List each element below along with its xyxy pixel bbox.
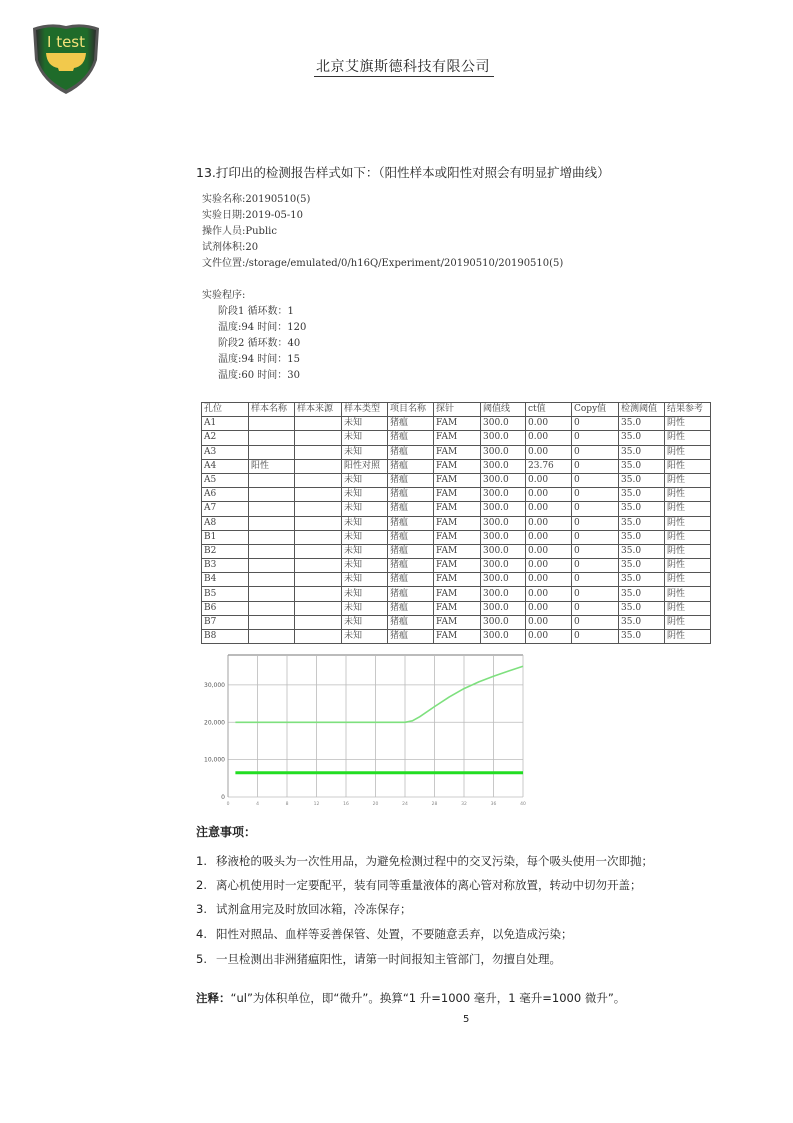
table-cell: 35.0 (619, 473, 665, 487)
table-cell: 0.00 (526, 587, 572, 601)
table-cell: 0.00 (526, 615, 572, 629)
table-cell: 0.00 (526, 530, 572, 544)
table-cell: 35.0 (619, 488, 665, 502)
table-cell (249, 630, 295, 644)
x-tick-label: 12 (313, 802, 320, 807)
table-cell: 35.0 (619, 502, 665, 516)
table-cell: 300.0 (481, 530, 526, 544)
table-cell: FAM (434, 488, 481, 502)
table-cell: 0.00 (526, 559, 572, 573)
experiment-operator: 操作人员:Public (202, 226, 277, 237)
table-cell: FAM (434, 417, 481, 431)
table-cell: B3 (202, 559, 249, 573)
table-cell (295, 573, 342, 587)
table-cell: 阴性 (665, 431, 711, 445)
table-cell: 300.0 (481, 431, 526, 445)
file-location: 文件位置:/storage/emulated/0/h16Q/Experiment/20190510/20190510(5) (202, 258, 564, 269)
table-cell: 300.0 (481, 630, 526, 644)
x-tick-label: 28 (431, 802, 438, 807)
table-cell: 阴性 (665, 488, 711, 502)
table-cell: 300.0 (481, 544, 526, 558)
table-cell: 阴性 (665, 573, 711, 587)
table-cell: 阴性 (665, 502, 711, 516)
table-cell: 未知 (342, 516, 388, 530)
table-cell: 300.0 (481, 473, 526, 487)
table-cell (249, 516, 295, 530)
table-cell: 0 (572, 488, 619, 502)
note-item: 1. 移液枪的吸头为一次性用品，为避免检测过程中的交叉污染，每个吸头使用一次即抛； (196, 854, 653, 868)
table-cell: 300.0 (481, 502, 526, 516)
table-cell: 猪瘟 (388, 573, 434, 587)
table-cell: 阳性 (665, 459, 711, 473)
x-tick-label: 36 (490, 802, 497, 807)
table-cell: 猪瘟 (388, 530, 434, 544)
table-cell (249, 473, 295, 487)
table-cell: 未知 (342, 559, 388, 573)
table-cell: 300.0 (481, 587, 526, 601)
program-line: 温度:94 时间：15 (218, 354, 300, 365)
table-cell: 35.0 (619, 544, 665, 558)
table-cell: 猪瘟 (388, 459, 434, 473)
table-cell: 阴性 (665, 587, 711, 601)
table-cell: 0 (572, 417, 619, 431)
footnote-text: “ul”为体积单位，即“微升”。换算“1 升=1000 毫升，1 毫升=1000 微升”。 (230, 991, 626, 1005)
table-cell: 未知 (342, 431, 388, 445)
section-heading: 13.打印出的检测报告样式如下：（阳性样本或阳性对照会有明显扩增曲线） (196, 165, 610, 180)
table-cell: 未知 (342, 587, 388, 601)
table-cell: 300.0 (481, 573, 526, 587)
column-header: 样本来源 (295, 403, 342, 417)
x-tick-label: 0 (226, 802, 230, 807)
table-cell: 阴性 (665, 516, 711, 530)
column-header: 项目名称 (388, 403, 434, 417)
program-line: 阶段2 循环数：40 (218, 338, 301, 349)
table-cell: 300.0 (481, 417, 526, 431)
y-tick-label: 20,000 (204, 719, 225, 727)
table-cell: FAM (434, 459, 481, 473)
table-cell: 阴性 (665, 473, 711, 487)
table-cell: 猪瘟 (388, 445, 434, 459)
table-cell: FAM (434, 473, 481, 487)
column-header: ct值 (526, 403, 572, 417)
table-cell: 35.0 (619, 630, 665, 644)
table-cell: 0 (572, 544, 619, 558)
experiment-info (202, 192, 563, 272)
table-cell (249, 488, 295, 502)
table-cell: FAM (434, 431, 481, 445)
note-item: 3. 试剂盒用完及时放回冰箱，冷冻保存； (196, 902, 412, 916)
table-cell: FAM (434, 530, 481, 544)
table-cell (249, 431, 295, 445)
column-header: 检测阈值 (619, 403, 665, 417)
table-cell (295, 530, 342, 544)
table-cell: 阴性 (665, 530, 711, 544)
table-cell: 猪瘟 (388, 516, 434, 530)
table-body (202, 417, 711, 644)
x-tick-label: 4 (256, 802, 259, 807)
table-cell: 0 (572, 530, 619, 544)
table-cell: 35.0 (619, 601, 665, 615)
table-cell: 0 (572, 587, 619, 601)
table-cell: B1 (202, 530, 249, 544)
table-cell: 23.76 (526, 459, 572, 473)
table-cell: 阴性 (665, 630, 711, 644)
table-cell: FAM (434, 544, 481, 558)
table-cell: 35.0 (619, 516, 665, 530)
table-cell (295, 559, 342, 573)
table-cell: B5 (202, 587, 249, 601)
table-cell: 阴性 (665, 445, 711, 459)
shield-logo-icon (30, 20, 102, 96)
svg-text:I test: I test (47, 33, 85, 51)
table-cell: A2 (202, 431, 249, 445)
note-item: 2. 离心机使用时一定要配平，装有同等重量液体的离心管对称放置，转动中切勿开盖； (196, 878, 642, 892)
table-row (202, 473, 711, 487)
experiment-program (202, 288, 306, 384)
y-tick-label: 10,000 (204, 756, 225, 764)
table-cell: 0 (572, 516, 619, 530)
note-item: 4. 阳性对照品、血样等妥善保管、处置，不要随意丢弃，以免造成污染； (196, 927, 573, 941)
note-item: 5. 一旦检测出非洲猪瘟阳性，请第一时间报知主管部门，勿擅自处理。 (196, 952, 561, 966)
table-cell: 35.0 (619, 573, 665, 587)
table-cell: 0 (572, 630, 619, 644)
table-cell: FAM (434, 587, 481, 601)
program-line: 阶段1 循环数：1 (218, 306, 294, 317)
table-cell: B2 (202, 544, 249, 558)
table-cell: 300.0 (481, 488, 526, 502)
table-cell: 35.0 (619, 417, 665, 431)
table-cell: 未知 (342, 445, 388, 459)
table-cell (249, 502, 295, 516)
experiment-name: 实验名称:20190510(5) (202, 194, 311, 205)
amplification-curve-line (235, 666, 523, 722)
column-header: 孔位 (202, 403, 249, 417)
table-cell: 300.0 (481, 615, 526, 629)
table-cell: FAM (434, 516, 481, 530)
table-cell (249, 573, 295, 587)
table-cell (295, 601, 342, 615)
table-cell: B8 (202, 630, 249, 644)
table-cell: 猪瘟 (388, 488, 434, 502)
reagent-volume: 试剂体积:20 (202, 242, 259, 253)
table-cell: FAM (434, 502, 481, 516)
table-cell (295, 502, 342, 516)
table-cell: FAM (434, 630, 481, 644)
experiment-date: 实验日期:2019-05-10 (202, 210, 304, 221)
table-cell: 0 (572, 601, 619, 615)
chart-plot (195, 650, 535, 815)
table-cell: 35.0 (619, 459, 665, 473)
table-cell: A4 (202, 459, 249, 473)
table-cell: B6 (202, 601, 249, 615)
table-cell: 猪瘟 (388, 559, 434, 573)
table-cell: 0 (572, 473, 619, 487)
table-cell: 0 (572, 502, 619, 516)
table-cell: 0.00 (526, 417, 572, 431)
table-cell (295, 544, 342, 558)
table-row (202, 559, 711, 573)
table-cell: A6 (202, 488, 249, 502)
amplification-chart (195, 650, 535, 815)
table-cell: 猪瘟 (388, 587, 434, 601)
table-cell: 阴性 (665, 417, 711, 431)
column-header: 样本名称 (249, 403, 295, 417)
table-cell: 0 (572, 559, 619, 573)
table-cell: 300.0 (481, 459, 526, 473)
table-cell: 0.00 (526, 516, 572, 530)
table-header-row (202, 403, 711, 417)
table-row (202, 516, 711, 530)
table-row (202, 573, 711, 587)
table-cell: 0.00 (526, 488, 572, 502)
table-row (202, 459, 711, 473)
table-row (202, 615, 711, 629)
table-cell (295, 431, 342, 445)
table-cell: 0.00 (526, 601, 572, 615)
notes-heading: 注意事项： (196, 825, 257, 839)
table-cell (295, 587, 342, 601)
table-cell: 猪瘟 (388, 544, 434, 558)
x-tick-label: 32 (461, 802, 467, 807)
table-cell (295, 630, 342, 644)
table-cell: 阴性 (665, 615, 711, 629)
table-cell: FAM (434, 601, 481, 615)
program-line: 温度:94 时间：120 (218, 322, 307, 333)
table-cell: 35.0 (619, 587, 665, 601)
table-cell: 猪瘟 (388, 615, 434, 629)
program-line: 温度:60 时间：30 (218, 370, 300, 381)
table-cell: B7 (202, 615, 249, 629)
y-tick-label: 30,000 (204, 681, 225, 689)
table-row (202, 431, 711, 445)
table-cell: 未知 (342, 473, 388, 487)
table-cell (249, 587, 295, 601)
table-cell (295, 488, 342, 502)
table-cell: A7 (202, 502, 249, 516)
table-cell: 猪瘟 (388, 630, 434, 644)
table-cell: 未知 (342, 488, 388, 502)
table-row (202, 445, 711, 459)
table-cell (249, 445, 295, 459)
table-row (202, 488, 711, 502)
table-cell: 阴性 (665, 544, 711, 558)
table-cell: 0.00 (526, 445, 572, 459)
x-tick-label: 20 (372, 802, 379, 807)
table-cell: A8 (202, 516, 249, 530)
table-cell: 猪瘟 (388, 601, 434, 615)
table-cell: FAM (434, 559, 481, 573)
x-tick-label: 16 (343, 802, 349, 807)
table-cell: 猪瘟 (388, 473, 434, 487)
table-row (202, 417, 711, 431)
table-cell: FAM (434, 615, 481, 629)
results-table (201, 402, 711, 644)
table-cell: 猪瘟 (388, 431, 434, 445)
table-cell (295, 417, 342, 431)
column-header: 探针 (434, 403, 481, 417)
table-cell: 未知 (342, 601, 388, 615)
footnote-label: 注释： (196, 991, 231, 1005)
table-cell: 未知 (342, 573, 388, 587)
table-cell: 未知 (342, 615, 388, 629)
column-header: 样本类型 (342, 403, 388, 417)
column-header: Copy值 (572, 403, 619, 417)
table-cell: 阴性 (665, 559, 711, 573)
y-tick-label: 0 (221, 794, 225, 801)
table-cell: 0 (572, 431, 619, 445)
table-cell: 0 (572, 459, 619, 473)
table-cell: 0.00 (526, 630, 572, 644)
footnote (196, 990, 625, 1006)
table-cell: A1 (202, 417, 249, 431)
table-cell: 0.00 (526, 431, 572, 445)
x-tick-label: 24 (402, 802, 408, 807)
table-cell: 0 (572, 573, 619, 587)
table-cell (295, 516, 342, 530)
column-header: 阈值线 (481, 403, 526, 417)
x-tick-label: 8 (285, 802, 289, 807)
table-cell: 0.00 (526, 502, 572, 516)
table-cell (249, 417, 295, 431)
table-row (202, 544, 711, 558)
table-cell: 300.0 (481, 559, 526, 573)
x-tick-label: 40 (520, 802, 526, 807)
table-cell: 阴性 (665, 601, 711, 615)
column-header: 结果参考 (665, 403, 711, 417)
table-cell (295, 459, 342, 473)
table-cell: 35.0 (619, 445, 665, 459)
table-cell (295, 615, 342, 629)
table-cell: FAM (434, 445, 481, 459)
program-title: 实验程序: (202, 290, 246, 301)
table-cell (295, 445, 342, 459)
table-cell: 猪瘟 (388, 417, 434, 431)
page-number: 5 (463, 1014, 470, 1025)
table-row (202, 502, 711, 516)
table-cell: FAM (434, 573, 481, 587)
table-row (202, 530, 711, 544)
table-cell: 300.0 (481, 601, 526, 615)
table-cell: 35.0 (619, 431, 665, 445)
company-logo (30, 20, 102, 96)
table-cell: 0.00 (526, 473, 572, 487)
table-cell: 阳性对照 (342, 459, 388, 473)
table-cell: 猪瘟 (388, 502, 434, 516)
table-cell (249, 615, 295, 629)
table-cell: 300.0 (481, 516, 526, 530)
table-row (202, 601, 711, 615)
table-cell: A5 (202, 473, 249, 487)
table-cell: 0.00 (526, 573, 572, 587)
table-cell: 0.00 (526, 544, 572, 558)
table-cell (249, 530, 295, 544)
table-row (202, 587, 711, 601)
table-cell: B4 (202, 573, 249, 587)
table-cell: 300.0 (481, 445, 526, 459)
table-cell: 未知 (342, 417, 388, 431)
table-cell: 未知 (342, 630, 388, 644)
table-cell: 阳性 (249, 459, 295, 473)
table-cell: 未知 (342, 530, 388, 544)
table-cell: 未知 (342, 544, 388, 558)
table-cell: 未知 (342, 502, 388, 516)
table-cell (249, 559, 295, 573)
company-name: 北京艾旗斯德科技有限公司 (314, 59, 494, 77)
table-cell (249, 601, 295, 615)
table-cell: 0 (572, 615, 619, 629)
table-row (202, 630, 711, 644)
table-cell: A3 (202, 445, 249, 459)
table-cell (249, 544, 295, 558)
table-cell (295, 473, 342, 487)
table-cell: 35.0 (619, 559, 665, 573)
table-cell: 0 (572, 445, 619, 459)
table-cell: 35.0 (619, 530, 665, 544)
table-cell: 35.0 (619, 615, 665, 629)
